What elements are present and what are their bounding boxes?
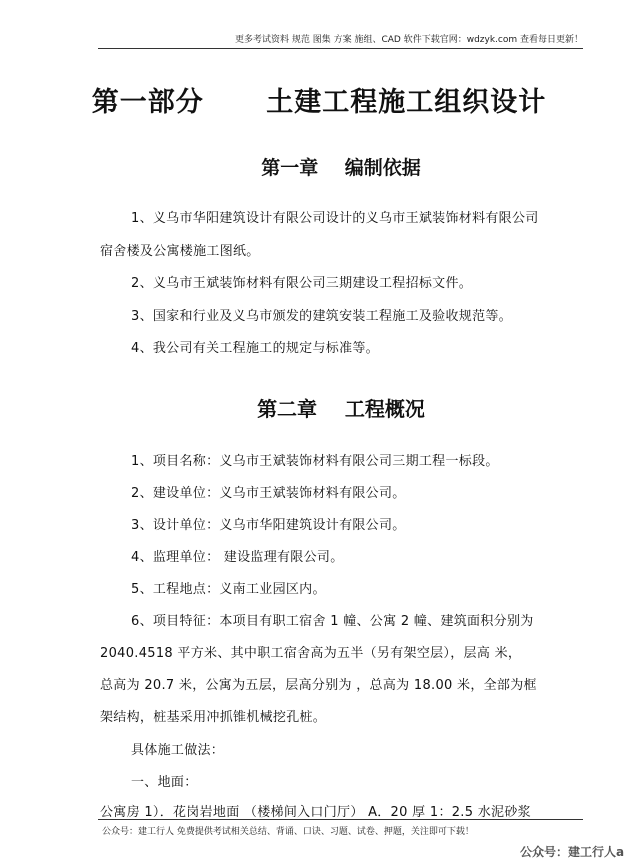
chapter1-item: 3、国家和行业及义乌市颁发的建筑安装工程施工及验收规范等。: [131, 309, 512, 324]
chapter2-item: 2、建设单位：义乌市王斌装饰材料有限公司。: [131, 486, 406, 501]
chapter2-item: 总高为 20.7 米，公寓为五层，层高分别为 ，总高为 18.00 米，全部为框: [100, 678, 537, 693]
chapter2-item: 架结构，桩基采用冲抓锥机械挖孔桩。: [100, 710, 327, 725]
chapter2-item: 公寓房 1）．花岗岩地面 （楼梯间入口门厅） A．20 厚 1：2.5 水泥砂浆: [100, 805, 531, 820]
footer-divider: [98, 819, 583, 820]
chapter1-item: 2、义乌市王斌装饰材料有限公司三期建设工程招标文件。: [131, 276, 473, 291]
page-footer: 公众号：建工行人 免费提供考试相关总结、背诵、口诀、习题、试卷、押题，关注即可下载！: [102, 827, 474, 837]
watermark: 公众号：建工行人a: [520, 845, 625, 859]
chapter2-item: 一、地面：: [131, 775, 198, 790]
document-title: 第一部分 土建工程施工组织设计: [91, 87, 547, 118]
chapter1-heading: 第一章 编制依据: [261, 157, 421, 179]
chapter2-item: 5、工程地点：义南工业园区内。: [131, 582, 326, 597]
page-header: 更多考试资料 规范 图集 方案 施组、CAD 软件下载官网：wdzyk.com 查看每日更新！: [235, 35, 583, 45]
chapter2-item: 2040.4518 平方米、其中职工宿舍高为五半（另有架空层），层高 米，: [100, 646, 522, 661]
chapter2-item: 1、项目名称：义乌市王斌装饰材料有限公司三期工程一标段。: [131, 454, 499, 469]
chapter2-heading: 第二章 工程概况: [257, 397, 425, 421]
chapter1-item: 1、义乌市华阳建筑设计有限公司设计的义乌市王斌装饰材料有限公司: [131, 211, 539, 226]
chapter2-item: 6、项目特征：本项目有职工宿舍 1 幢、公寓 2 幢、建筑面积分别为: [131, 614, 534, 629]
chapter2-item: 3、设计单位：义乌市华阳建筑设计有限公司。: [131, 518, 406, 533]
chapter1-item: 4、我公司有关工程施工的规定与标准等。: [131, 341, 379, 356]
chapter1-item: 宿舍楼及公寓楼施工图纸。: [100, 244, 260, 259]
chapter2-item: 具体施工做法：: [131, 743, 225, 758]
header-divider: [98, 48, 583, 49]
chapter2-item: 4、监理单位： 建设监理有限公司。: [131, 550, 344, 565]
